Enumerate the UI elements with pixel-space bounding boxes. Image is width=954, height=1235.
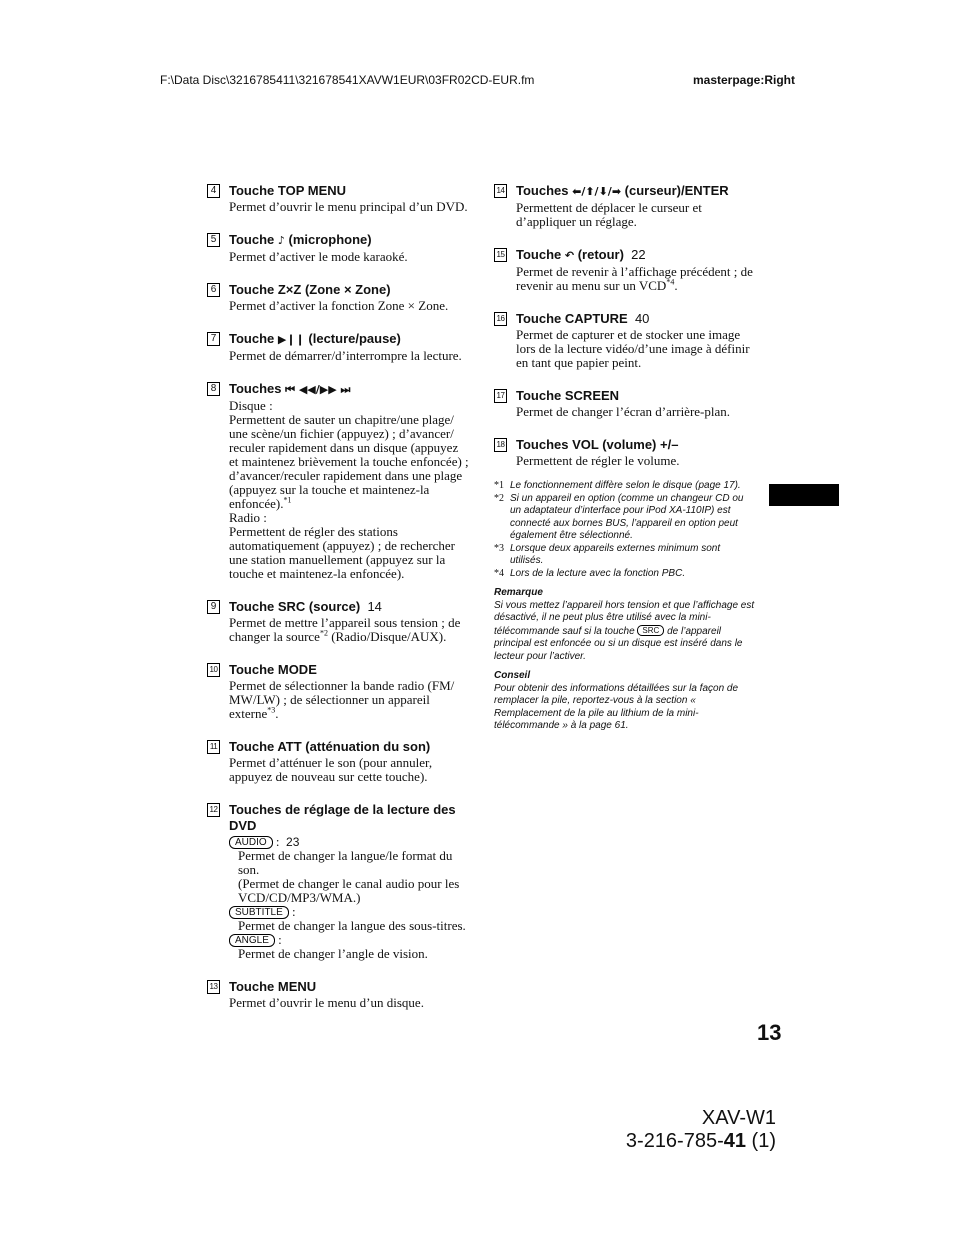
item-description: Disque : Permettent de sauter un chapitre/une plage/ une scène/un fichier (appuyez) ; d’avancer/ reculer rapidement dans un disque (appuyez et maintenez brièvement la touche enfoncée) ; d’avancer/reculer rapidement dans une plage (appuyez sur la touche et maintenez-la enfoncée).$^{*1}$ Radio : Permettent de régler des stations automatiquement (appuyez) ; de rechercher une station manuellement (appuyez sur la touche et maintenez-la enfoncée). (229, 398, 469, 581)
item-number: 5 (207, 233, 220, 247)
model-info (626, 1107, 776, 1153)
item-title: Touches VOL (volume) +/– (516, 437, 679, 452)
item-description: Permet de mettre l’appareil sous tension ; de changer la source$^{*2}$ (Radio/Disque/AUX). (229, 615, 461, 644)
footnote: *4 Lors de la lecture avec la fonction PBC. (494, 567, 686, 579)
header-masterpage: masterpage:Right (692, 73, 795, 87)
right-column (494, 183, 756, 733)
item-title: Touche TOP MENU (229, 183, 347, 198)
item-title: Touche MENU (229, 979, 317, 994)
item-title: Touche ♪ (microphone) (229, 232, 372, 247)
play-pause-icon: ▶❙❙ (277, 333, 305, 346)
note-title: Conseil (494, 670, 531, 681)
item-description: Permet de démarrer/d’interrompre la lecture. (229, 348, 462, 363)
note-text: Si vous mettez l’appareil hors tension et que l’affichage est désactivé, il ne peut plus être utilisé avec la mini-télécommande sauf si la touche SRC de l’appareil principal est enfoncée ou si un disque est inséré dans le lecteur pour l’activer. (494, 599, 755, 662)
item-skip-seek (207, 381, 469, 581)
item-microphone (207, 232, 469, 264)
item-att (207, 739, 469, 784)
left-column (207, 183, 469, 1010)
item-number: 12 (207, 803, 220, 817)
item-number: 14 (494, 184, 507, 198)
item-title: Touches ⏮ ◀◀/▶▶ ⏭ (229, 381, 351, 396)
audio-button-label: AUDIO (229, 836, 273, 849)
item-number: 13 (207, 980, 220, 994)
item-description: Permettent de régler le volume. (516, 453, 680, 468)
item-number: 10 (207, 663, 220, 677)
item-return (494, 247, 756, 293)
item-screen (494, 388, 756, 419)
item-number: 9 (207, 600, 220, 614)
src-button-label: SRC (637, 625, 664, 636)
item-title: Touche MODE (229, 662, 317, 677)
header-file-path: F:\Data Disc\3216785411\321678541XAVW1EUR\03FR02CD-EUR.fm (160, 73, 535, 87)
item-cursor-enter (494, 183, 756, 229)
item-mode (207, 662, 469, 721)
item-number: 4 (207, 184, 220, 198)
item-description: Permet de sélectionner la bande radio (FM/ MW/LW) ; de sélectionner un appareil externe$^{*3}$. (229, 678, 455, 721)
item-number: 11 (207, 740, 220, 754)
angle-button-label: ANGLE (229, 934, 275, 947)
item-menu (207, 979, 469, 1010)
item-description: Permet d’ouvrir le menu d’un disque. (229, 995, 424, 1010)
item-title: Touche ▶❙❙ (lecture/pause) (229, 331, 401, 346)
item-description: Permet d’activer la fonction Zone × Zone. (229, 298, 449, 313)
skip-seek-icon: ⏮ ◀◀/▶▶ ⏭ (285, 383, 351, 396)
item-description: Permet d’activer le mode karaoké. (229, 249, 408, 264)
note-text: Pour obtenir des informations détaillées sur la façon de remplacer la pile, reportez-vous à la section « Remplacement de la pile au lithium de la mini-télécommande » à la page 61. (494, 682, 739, 731)
item-number: 18 (494, 438, 507, 452)
item-title: Touche ATT (atténuation du son) (229, 739, 431, 754)
page-reference: 23 (286, 835, 300, 849)
item-title: Touche Z×Z (Zone × Zone) (229, 282, 391, 297)
page-reference: 14 (367, 599, 382, 614)
item-title: Touches ⬅/⬆/⬇/➡ (curseur)/ENTER (516, 183, 729, 198)
remarque-note (494, 587, 756, 663)
item-src (207, 599, 469, 644)
item-capture (494, 311, 756, 370)
item-description: AUDIO : 23 Permet de changer la langue/le format du son. (Permet de changer le canal audio pour les VCD/CD/MP3/WMA.) SUBTITLE : Permet de changer la langue des sous-titres. ANGLE : Permet de changer l’angle de vision. (229, 835, 469, 961)
item-description: Permettent de déplacer le curseur et d’appliquer un réglage. (516, 200, 702, 229)
footnotes (494, 480, 756, 580)
page-number: 13 (757, 1020, 782, 1045)
conseil-note (494, 670, 756, 733)
item-number: 15 (494, 248, 507, 262)
item-number: 17 (494, 389, 507, 403)
section-tab (769, 484, 839, 506)
item-title: Touche CAPTURE 40 (516, 311, 650, 326)
note-title: Remarque (494, 587, 543, 598)
page-reference: 40 (634, 311, 650, 326)
item-description: Permet de changer l’écran d’arrière-plan. (516, 404, 731, 419)
microphone-icon: ♪ (277, 234, 285, 247)
return-icon: ↶ (564, 249, 575, 262)
subtitle-button-label: SUBTITLE (229, 906, 289, 919)
item-play-pause (207, 331, 469, 363)
item-description: Permet de revenir à l’affichage précédent ; de revenir au menu sur un VCD$^{*4}$. (516, 264, 753, 293)
item-title: Touche ↶ (retour) 22 (516, 247, 646, 262)
model-name: XAV-W1 (701, 1107, 776, 1129)
footnote: *3 Lorsque deux appareils externes minimum sont utilisés. (494, 542, 721, 566)
item-title: Touche SCREEN (516, 388, 620, 403)
item-description: Permet d’atténuer le son (pour annuler, appuyez de nouveau sur cette touche). (229, 755, 433, 784)
cursor-arrows-icon: ⬅/⬆/⬇/➡ (572, 185, 622, 198)
footnote: *2 Si un appareil en option (comme un changeur CD ou un adaptateur d’interface pour iPod XA-110IP) est connecté aux bornes BUS, l’appareil en option peut également être sélectionné. (494, 492, 744, 541)
item-number: 7 (207, 332, 220, 346)
item-title: Touches de réglage de la lecture des DVD (229, 802, 456, 833)
model-code: 3-216-785-41 (1) (625, 1130, 776, 1152)
item-number: 6 (207, 283, 220, 297)
item-number: 8 (207, 382, 220, 396)
item-volume (494, 437, 756, 468)
page-reference: 22 (631, 247, 646, 262)
item-dvd-playback-settings (207, 802, 469, 961)
footnote: *1 Le fonctionnement diffère selon le disque (page 17). (494, 480, 741, 491)
item-zone-x-zone (207, 282, 469, 313)
item-description: Permet de capturer et de stocker une image lors de la lecture vidéo/d’une image à définir en tant que papier peint. (516, 327, 750, 370)
item-description: Permet d’ouvrir le menu principal d’un DVD. (229, 199, 468, 214)
item-title: Touche SRC (source) 14 (229, 599, 382, 614)
item-number: 16 (494, 312, 507, 326)
item-top-menu (207, 183, 469, 214)
